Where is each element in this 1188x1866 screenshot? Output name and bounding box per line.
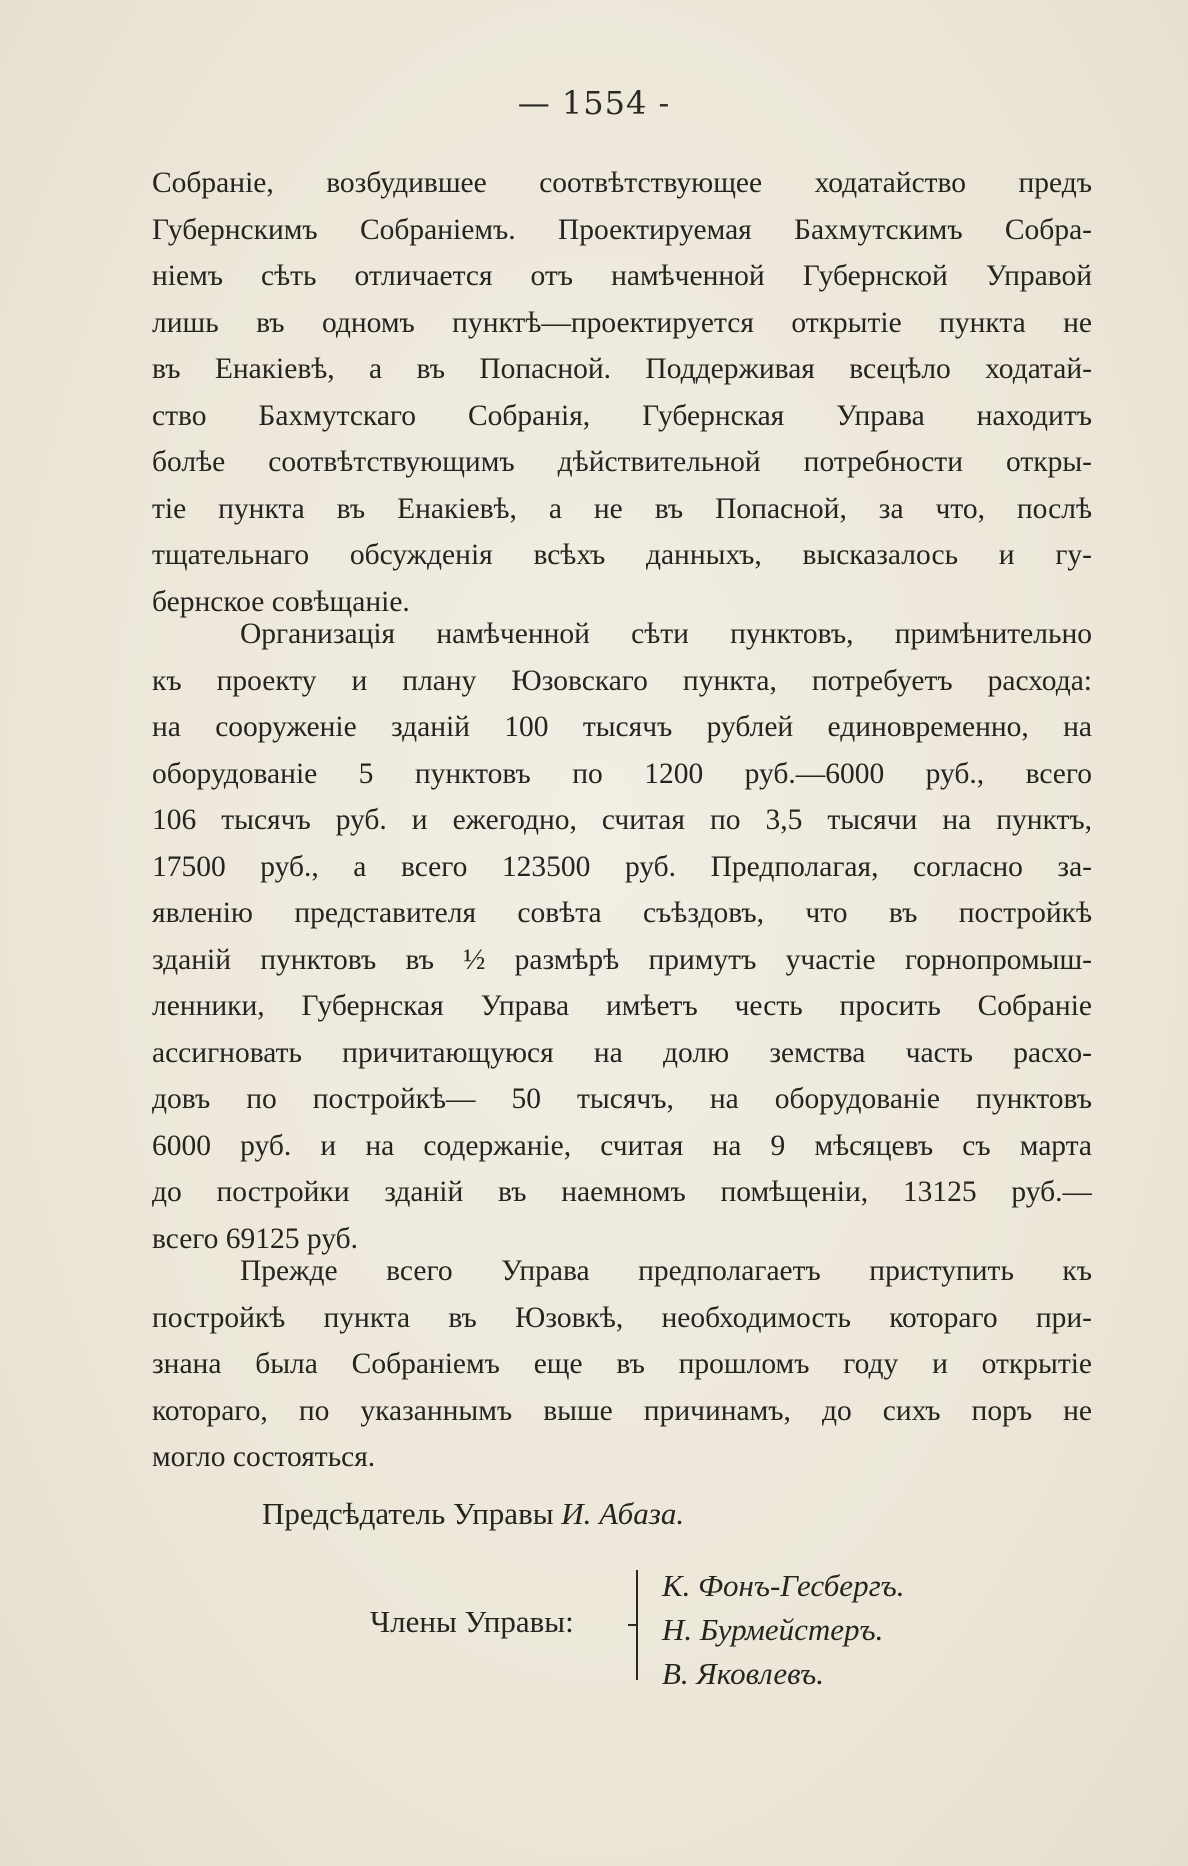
paragraph-line: ленники, Губернская Управа имѣетъ честь просить Собраніе: [152, 990, 1092, 1022]
paragraph-3: [152, 1248, 1092, 1481]
paragraph-line: бернское совѣщаніе.: [152, 585, 410, 618]
members-brace-tick: [628, 1624, 638, 1626]
chairman-name: И. Абаза.: [561, 1496, 685, 1531]
paragraph-line: довъ по постройкѣ— 50 тысячъ, на оборудованіе пунктовъ: [152, 1083, 1092, 1115]
paragraph-line: зданій пунктовъ въ ½ размѣрѣ примутъ участіе горнопромыш-: [152, 943, 1092, 976]
paragraph-line: ство Бахмутскаго Собранія, Губернская Управа находитъ: [152, 399, 1092, 432]
paragraph-line: Прежде всего Управа предполагаетъ приступить къ: [240, 1255, 1092, 1287]
paragraph-line: до постройки зданій въ наемномъ помѣщеніи, 13125 руб.—: [152, 1176, 1092, 1208]
member-name: В. Яковлевъ.: [662, 1656, 825, 1691]
paragraph-line: явленію представителя совѣта съѣздовъ, что въ постройкѣ: [152, 897, 1092, 929]
paragraph-line: могло состояться.: [152, 1441, 376, 1473]
member-name: Н. Бурмейстеръ.: [662, 1612, 884, 1647]
paragraph-line: въ Енакіевѣ, а въ Попасной. Поддерживая всецѣло ходатай-: [152, 353, 1092, 385]
paragraph-line: лишь въ одномъ пунктѣ—проектируется открытіе пункта не: [152, 306, 1092, 339]
paragraph-line: 17500 руб., а всего 123500 руб. Предполагая, согласно за-: [152, 850, 1092, 883]
members-label: Члены Управы:: [370, 1604, 574, 1639]
paragraph-line: 6000 руб. и на содержаніе, считая на 9 мѣсяцевъ съ марта: [152, 1129, 1092, 1162]
paragraph-line: постройкѣ пункта въ Юзовкѣ, необходимость котораго при-: [152, 1301, 1092, 1334]
paragraph-line: болѣе соотвѣтствующимъ дѣйствительной потребности откры-: [152, 446, 1092, 478]
paragraph-line: оборудованіе 5 пунктовъ по 1200 руб.—6000 руб., всего: [152, 757, 1092, 790]
paragraph-line: къ проекту и плану Юзовскаго пункта, потребуетъ расхода:: [152, 664, 1092, 697]
paragraph-line: ассигновать причитающуюся на долю земства часть расхо-: [152, 1036, 1092, 1069]
paragraph-line: ніемъ сѣть отличается отъ намѣченной Губернской Управой: [152, 260, 1092, 292]
paragraph-line: на сооруженіе зданій 100 тысячъ рублей единовременно, на: [152, 711, 1092, 743]
paragraph-line: тіе пункта въ Енакіевѣ, а не въ Попасной, за что, послѣ: [152, 492, 1092, 525]
paragraph-line: 106 тысячъ руб. и ежегодно, считая по 3,5 тысячи на пунктъ,: [152, 804, 1092, 836]
members-list: [662, 1564, 905, 1696]
paragraph-2: [152, 611, 1092, 1262]
chairman-signature: [262, 1496, 684, 1532]
page-number: — 1554 -: [517, 84, 671, 122]
paragraph-1: [152, 160, 1092, 625]
paragraph-line: Собраніе, возбудившее соотвѣтствующее ходатайство предъ: [152, 167, 1092, 199]
paragraph-line: тщательнаго обсужденія всѣхъ данныхъ, высказалось и гу-: [152, 539, 1092, 571]
paragraph-line: котораго, по указаннымъ выше причинамъ, до сихъ поръ не: [152, 1394, 1092, 1427]
paragraph-line: Губернскимъ Собраніемъ. Проектируемая Бахмутскимъ Собра-: [152, 213, 1092, 246]
chairman-title: Предсѣдатель Управы: [262, 1496, 554, 1531]
paragraph-line: всего 69125 руб.: [152, 1222, 359, 1255]
paragraph-line: знана была Собраніемъ еще въ прошломъ году и открытіе: [152, 1348, 1092, 1380]
member-name: К. Фонъ-Гесбергъ.: [662, 1568, 905, 1603]
paragraph-line: Организація намѣченной сѣти пунктовъ, примѣнительно: [240, 618, 1092, 650]
